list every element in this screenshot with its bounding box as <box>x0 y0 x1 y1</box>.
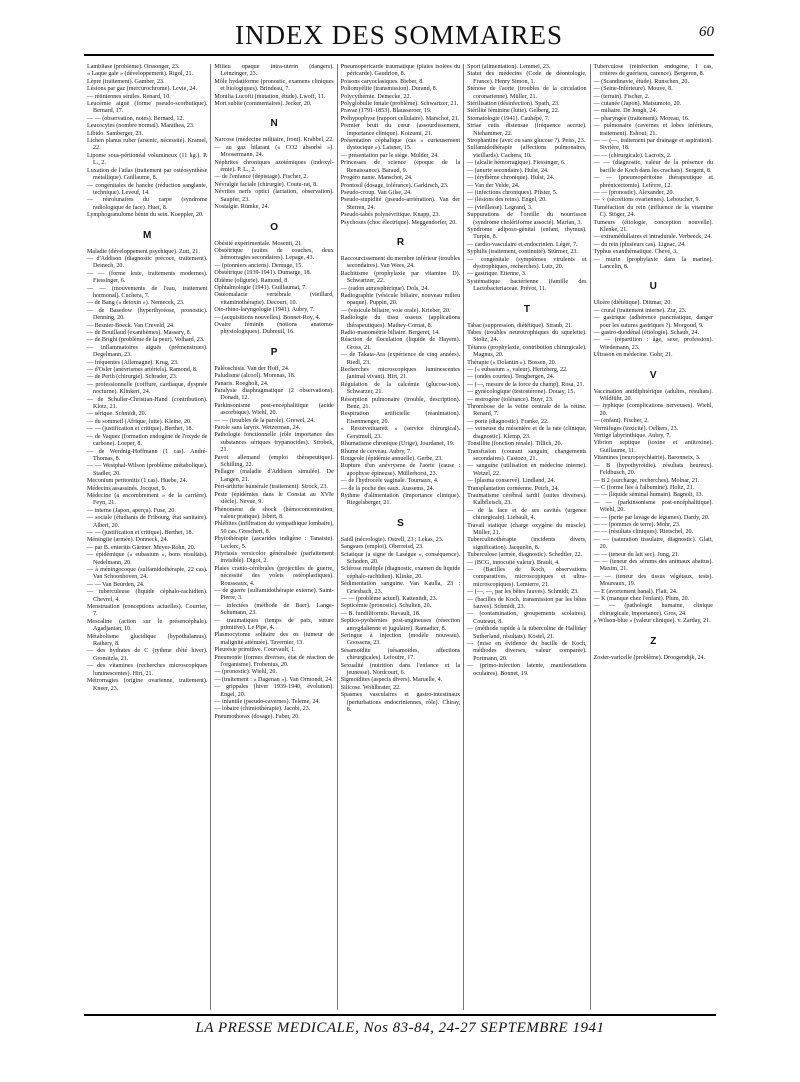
index-entry: Rythme d'alimentation (importance clinique). Riegelsberger, 21. <box>340 492 461 507</box>
index-entry: — — (pathologie humaine, clinique chirurgicale, importance). Gros, 24. <box>593 603 713 617</box>
index-entry: Métabolisme glucidique (hypothalamus). Rathery, 8. <box>87 633 208 648</box>
index-entry: Transplantation cornéenne. Petch, 24. <box>467 485 560 492</box>
index-entry: Thrombose de la veine centrale de la rétine. Renard, 7. <box>467 404 587 418</box>
index-entry: Paludisme (alcool). Morenas, 18. <box>214 373 296 380</box>
index-entry: Sténose de l'aorte (troubles de la circulation coronarienne). Müller, 21. <box>467 86 587 100</box>
index-entry: « Resorvetiuarett » (service chirurgical). Gerstmull, 23. <box>340 426 461 440</box>
index-entry: — de Werdnig-Hoffmann (1 cas). André-Thomas, 8. <box>87 448 208 462</box>
index-entry: — cardio-vasculaire et endocrinien. Léger, 7. <box>467 241 578 248</box>
index-entry: — — (mouvements de l'eau, traitement hormonal). Cuchera, 7. <box>87 285 208 299</box>
index-entry: Lymphogranulome bénin du sein. Koeppler, 20. <box>87 212 204 219</box>
index-entry: — des vitamines (recherches microscopiques luminescentes). Hirt, 21. <box>87 663 208 677</box>
index-entry: Résorption pulmonaire (trouble, description). Benz, 21. <box>340 396 461 411</box>
index-entry: — traumatiques (temps de paix, suture primitive). Le Pipe, 4. <box>214 617 334 631</box>
index-entry: Lambliase (problème). Orssonger, 23. <box>87 64 180 70</box>
index-entry: — grippales (hiver 1939-1940, évolution). Engel, 20. <box>214 684 334 698</box>
index-entry: — au gaz hilarant (« CO2 absorbé »). Moosermann, 24. <box>214 144 334 159</box>
index-entry: Œdème (oligurie). Ramond, 8. <box>214 277 289 284</box>
index-entry: — — (teneur des sérums des animaux abattus). Maxim, 21. <box>593 558 713 573</box>
index-entry: — de l'hydrocèle vaginale. Tournaux, 4. <box>340 478 439 485</box>
index-entry: — épidémique (« eubasium », bons résultats). Nedelmann, 20. <box>87 552 208 566</box>
index-entry: — pharyngée (traitement). Moreau, 16. <box>593 115 690 122</box>
index-entry: — tuberculeuse (liquide céphalo-rachidien). Chevrel, 4. <box>87 589 208 603</box>
index-entry: — (—, —, par les bêtes fauves). Schmidt, 23. <box>467 589 579 596</box>
index-entry: — — (perte par lavage de légumes). Dardy, 20. <box>593 514 710 521</box>
index-entry: Stérilisation (désinfection). Spath, 23. <box>467 101 560 108</box>
index-entry: — de l'enfance (dépistage). Fischer, 2. <box>214 174 308 181</box>
index-entry: — lobaire (chimiothérapie). Jacobi, 23. <box>214 706 311 713</box>
index-entry: Respiration artificielle (réanimation). Eisenmenger, 20. <box>340 411 461 425</box>
index-entry: — (méthode rapide à la tuberculine de Halliday Sutherland, résultats). Kostel, 21. <box>467 626 587 640</box>
page-header <box>84 14 714 56</box>
index-entry: — (primo-infection latente, manifestations oculaires). Bonnet, 19. <box>467 663 587 677</box>
index-entry: — (—, mesure de la force du champ). Rosa, 21. <box>467 381 585 388</box>
index-entry: Obstétrique (1939-1941). Dumarge, 18. <box>214 270 312 277</box>
index-entry: Sigmoïdites (aspects divers). Maruelle, 4. <box>340 677 443 684</box>
index-entry: — gynécologique (testostérone). Douay, 15. <box>467 389 575 396</box>
index-entry: — — (saturation tissulaire, diagnostic). Glatt, 20. <box>593 536 713 551</box>
index-entry: — professionnelle (coiffure, cardiaque, dyspnée nocturne). Klinkert, 24. <box>87 381 208 396</box>
index-entry: — B (hypothyroïdie). résultats heureux). Feldbusch, 20. <box>593 462 713 477</box>
index-entry: Tuberculose (réinfection endogène, I cas, critères de guérison, carence). Bergeron, 8. <box>593 64 713 78</box>
index-entry: Ulcère (diététique). Dittmar, 20. <box>593 300 672 307</box>
index-entry: Septico-pyohémies post-angineuses (résection amygdalienne et jugulaire). Ramadier, 8. <box>340 618 461 632</box>
index-entry: Médecins assassinés. Jocquet, 9. <box>87 485 167 492</box>
index-entry: Raccourcissement du membre inférieur (troubles secondaires). Van Wees, 24. <box>340 255 461 270</box>
index-entry: — crural (traitement interne). Zur, 23. <box>593 307 687 314</box>
index-entry: Tuberculinothérapie (incidents divers, signification). Jacquelin, 8. <box>467 537 587 551</box>
index-entry: Phlébites (infiltration du sympathique lombaire), 50 cas. Greschert, 8. <box>214 521 334 535</box>
index-entry: Tabes (troubles neurotrophiques du squelette). Stoltz, 24. <box>467 330 587 344</box>
index-entry: — d'Osler (anévrismes artériels). Ramond, 8. <box>87 367 198 374</box>
index-entry: Parkinsonisme post-encéphalitique (acide ascorbique). Wiehl, 20. <box>214 402 334 417</box>
index-entry: — congénitales de hanche (réduction sanglante, technique). Leveuf, 14. <box>87 182 208 196</box>
index-entry: Sexualité (nutrition dans l'enfance et la jeunesse). Nordcourt, 6. <box>340 662 461 677</box>
index-entry: — (bacilles de Koch, transmission par les bêtes fauves). Schmidt, 23. <box>467 596 587 611</box>
index-entry: Menstruation (conceptions actuelles). Courrier, 7. <box>87 604 208 618</box>
index-entry: — E (avortement banal). Flatt, 24. <box>593 588 678 595</box>
index-entry: — (lésions des reins). Engel, 20. <box>467 197 547 204</box>
page-footer <box>84 1014 716 1046</box>
index-entry: — (Bacilles de Koch, observations comparatives, microscopiques et ultra-microscopiques). Lemierre, 21. <box>467 567 587 588</box>
index-entry: — (alcalie hémorragique). Fiessinger, 6. <box>467 160 566 167</box>
index-entry: — sanguine (utilisation en médecine interne). Wetzel, 22. <box>467 463 587 477</box>
index-entry: Paléoschisis. Van der Hoff, 24. <box>214 365 290 372</box>
index-entry: — sérique. Schmidt, 20. <box>87 411 147 418</box>
index-entry: Vertige labyrinthique. Aubry, 7. <box>593 433 671 440</box>
index-entry: Radiographie (vésicule biliaire, nouveau milieu opaque). Puppin, 20. <box>340 292 461 307</box>
index-entry: Pneumothorax (dosage). Faber, 20. <box>214 713 300 720</box>
index-entry: — de la face et de ses cavités (urgence chirurgicale). Liebault, 4. <box>467 507 587 522</box>
index-entry: — gastro-duodénal (étiologie). Schaub, 24. <box>593 330 699 336</box>
index-entry: Présentation céphalique (cas « curieusement dystocique »). Laisner, 15. <box>340 138 461 152</box>
index-entry: — (plasma conservé). Lindland, 24. <box>467 478 555 485</box>
index-entry: Pathologie fonctionnelle (rôle importance des substances sériques trypanocides). Strobek, 21. <box>214 432 334 454</box>
index-entry: — — (observation, notes). Bernard, 12. <box>87 115 184 122</box>
index-entry: Travail statique (charge oxygène du muscle). Müller, 21. <box>467 522 587 536</box>
index-entry: Syphilis (traitement, continuité). Stürmer, 23. <box>467 249 578 256</box>
index-entry: — gastrique. Etienne, 3. <box>467 271 527 278</box>
index-entry: — (infections chroniques). Pfister, 5. <box>467 189 558 196</box>
index-entry: Polyglobulie fœtale (problème). Schwartzer, 21. <box>340 101 459 108</box>
index-entry: Syndrome adiposo-génital (enfant, thymus). Turpin, 8. <box>467 226 587 241</box>
section-letter: P <box>270 346 278 358</box>
section-letter: Z <box>650 635 657 647</box>
index-entry: Paralysie diaphragmatique (2 observations). Donadt, 12. <box>214 388 334 402</box>
index-entry: — infantile (pseudo-cavernes). Teleme, 24. <box>214 699 320 706</box>
index-entry: — interne (Japon, aperçu). Fuse, 20. <box>87 507 176 514</box>
index-entry: « Laque gale » (développement). Rigol, 21. <box>87 71 194 78</box>
index-entry: Névrites nerfs optici (lactation, observation). Saupfer, 23. <box>214 189 334 203</box>
index-entry: Stérilité féminine (lutte). Gelberg, 22. <box>467 108 560 115</box>
index-entry: Poliomyélite (transmission). Durand, 8. <box>340 86 438 93</box>
index-entry: Poisons caryoclasiques. Bieber, 8. <box>340 78 424 85</box>
index-entry: Seringue à injection (modèle nouveau). Goossens, 23. <box>340 633 461 647</box>
index-entry: — — (teneur du lait sec). Jung, 21. <box>593 551 680 558</box>
index-entry: — extramédullaires et intradurale. Verbeeck, 24. <box>593 234 712 241</box>
index-entry: — de Takata-Ara (expérience de cinq années). Riedl, 23. <box>340 352 461 366</box>
index-entry: Sport (alimentation). Lemmel, 23. <box>467 64 551 70</box>
index-entry: Oto-rhino-laryngologie (1941). Aubry, 7. <box>214 307 315 314</box>
index-entry: Leucocytes (nombre normal). Marathea, 23. <box>87 123 195 130</box>
index-entry: — — (pneumopéritoine thérapeutique et phrénicectomie). Lefèvre, 12. <box>593 175 713 189</box>
index-column <box>590 64 716 1010</box>
index-entry: Pellagre (maladie d'Addison simulée). De Langen, 21. <box>214 469 334 483</box>
index-entry: — (pionniers anciens). Demuge, 15. <box>214 262 303 269</box>
index-entry: — miliaire. De Jongh, 24. <box>593 108 658 115</box>
index-entry: — d'Addison (diagnostic précoce, traitement). Deinech, 20. <box>87 255 208 270</box>
index-entry: — du sommeil (Afrique, lutte). Kleine, 20. <box>87 418 192 425</box>
index-entry: Sulfamidothérapie (affections pulmonaires, vieillards). Cachera, 10. <box>467 145 587 159</box>
index-entry: Transfusion (courant sanguin, changements secondaires). Castozo, 21. <box>467 448 587 462</box>
index-entry: Princesses de science (époque de la Renaissance). Baraud, 9. <box>340 160 461 174</box>
index-entry: — (« eubasium », valeur). Hertzberg, 22. <box>467 367 568 374</box>
index-entry: Sangsues (emploi). Oberreisd, 23. <box>340 544 424 551</box>
index-entry: — — (problème actuel). Kattentidt, 23. <box>340 596 438 602</box>
index-entry: — — (parkinsonisme post-encéphalitique). Wiehl, 20. <box>593 499 713 514</box>
index-entry: Tumeurs (étiologie, conception nouvelle). Klenke, 21. <box>593 219 713 233</box>
index-column <box>463 64 589 1010</box>
index-entry: — Besnier-Boeck. Van Creveld, 24. <box>87 322 175 329</box>
index-entry: — — (troubles de la parole). Grewel, 24. <box>214 417 315 424</box>
index-entry: — K (manque chez l'enfant). Plum, 20. <box>593 596 690 602</box>
section-letter: U <box>649 281 657 293</box>
index-entry: — — (pommes de terre). Mohr, 23. <box>593 521 681 528</box>
index-entry: — rétrolunaires du carpe (syndrome radiologique de face). Huet, 8. <box>87 197 208 211</box>
index-entry: — pulmonaire (cavernes et lobes inférieurs, traitement). Eshout, 21. <box>593 123 713 137</box>
index-entry: Vibrion septique (toxine et antitoxine). Guillaume, 11. <box>593 440 713 454</box>
index-entry: Pityriasis versicolor généralisée (parfaitement invisible). Digot, 2. <box>214 550 334 565</box>
index-entry: Obstétrique (suites de couches, deux hémorragies secondaires). Lepage, 43. <box>214 247 334 262</box>
index-entry: « Wilson-blue » (valeur clinique). v. Zarday, 21. <box>593 618 711 625</box>
page-number: 60 <box>699 24 714 40</box>
index-entry: — — Westphal-Wilson (problème métabolique). Stadler, 20. <box>87 463 208 477</box>
index-entry: Narcose (médecine militaire, front). Krabbel, 22. <box>214 137 334 144</box>
index-entry: Lipome sous-péritonéal volumineux (11 kg.). P. L., 2. <box>87 152 208 167</box>
index-entry: — — (justification et critique). Berthet, 18. <box>87 529 194 536</box>
index-entry: Tuberculose (armée, diagnostic). Schedtler, 22. <box>467 552 583 559</box>
index-entry: Saidl (nécrologie). Ostrell, 23 ; Lekas, 23. <box>340 536 444 543</box>
index-entry: — — (justification et critique). Berthet, 18. <box>87 426 194 433</box>
section-letter: N <box>270 118 278 130</box>
index-entry: — de la poche des eaux. Aussems, 24. <box>340 485 435 492</box>
index-entry: — murin (prophylaxie dans la marine). Lancelin, 8. <box>593 256 713 270</box>
index-entry: — (terrain). Fischer, 2. <box>593 93 650 100</box>
index-entry: Polycythémie. Demecke, 22. <box>340 93 412 100</box>
index-entry: Luxation de l'atlas (traitement par ostéosynthèse métallique). Guillaume, 8. <box>87 167 208 182</box>
index-entry: Recherches microscopiques luminescentes (animal vivant). Hirt, 21. <box>340 367 461 381</box>
index-entry: Plasmocytome solitaire des os (tumeur de malignité atténuée). Tavernier, 13. <box>214 632 334 646</box>
index-entry: Pravaz (1791-1853). Blausseroer, 19. <box>340 108 432 115</box>
index-entry: Pseudo-stupidité (pseudo-arriération). Van der Sterren, 24. <box>340 197 461 211</box>
index-entry: Réaction de floculation (liquide de Hayem). Gross, 21. <box>340 337 461 351</box>
index-entry: Vermifuges (toxicité). Oelkers, 23. <box>593 425 679 432</box>
index-entry: Rupture d'un anévrysme de l'aorte (cause : apophyse épineuse). Müllerhorst, 23. <box>340 463 461 477</box>
index-entry: — porte (diagnostic). Franke, 22. <box>467 418 549 425</box>
index-entry: — (mise en évidence du bacille de Koch, méthodes diverses, valeur comparée). Portmann, 20. <box>467 641 587 662</box>
index-entry: — — (—, traitement par drainage et aspiration). Sivrière, 18. <box>593 138 713 152</box>
index-entry: Traumatisme cérébral tardif (suites diverses). Kalbfleisch, 23. <box>467 492 587 507</box>
index-entry: — (pronostic). Wiehl, 20. <box>214 669 277 676</box>
section-letter: M <box>143 229 152 241</box>
index-entry: Ultrason en médecine. Gohr, 21. <box>593 352 673 359</box>
index-entry: Spasmes vasculaires et gastro-intestinaux (perturbations endocriniennes, rôle). Chiray, 8. <box>340 692 461 714</box>
index-entry: Septicémie (pronostic). Schulten, 20. <box>340 603 432 610</box>
section-letter: O <box>270 221 278 233</box>
index-entry: Tabac (suppression, diététique). Straub, 21. <box>467 322 573 329</box>
index-entry: Lésions par gaz (mercurochrome). Levie, 24. <box>87 86 197 93</box>
index-entry: Sclérose multiple (diagnostic, examen du liquide céphalo-rachidien). Klinke, 20. <box>340 566 461 580</box>
index-entry: Typhus exanthématique. Chevé, 3. <box>593 249 678 256</box>
index-entry: Mort subite (commentaires). Jecker, 20. <box>214 101 312 108</box>
index-entry: — B 2 (surcharge, recherches). Molnar, 21. <box>593 477 700 484</box>
index-entry: — — (forme leste, traitements modernes). Fiessinger, 6. <box>87 270 208 285</box>
index-entry: Sédimentation sanguine. Van Kaulla, 23 ; Griesbach, 23. <box>340 581 461 595</box>
index-entry: — — (pronostic). Alexander, 20. <box>593 189 675 196</box>
index-entry: Pseudo-tabès polynévritique. Knapp, 23. <box>340 212 440 219</box>
index-entry: — gastrique (adhérence pancréatique, danger pour les sutures gastriques ?). Morgoud, 9. <box>593 315 713 329</box>
index-entry: — cutanée (Japon). Matsumoto, 20. <box>593 101 682 108</box>
index-entry: — — Van Beurden, 24. <box>87 581 145 588</box>
index-entry: Libido. Samberger, 23. <box>87 130 144 137</box>
journal-footer: LA PRESSE MEDICALE, Nos 83-84, 24-27 SEPTEMBRE 1941 <box>195 1020 605 1036</box>
index-entry: — présentation par le siège. Mulder, 24. <box>340 152 439 159</box>
index-entry: Néphrites chroniques azotémiques (indoxyl-émie). P. L., 2. <box>214 159 334 174</box>
index-entry: — inflammatoires aiguës (prémenstrues). Degelmann, 23. <box>87 344 208 359</box>
index-entry: — veineuse du mésentère et de la rate (clinique, diagnostic). Klemp, 23. <box>467 426 587 440</box>
index-entry: Rhumatisme chronique (Urige), Jourdanet, 19. <box>340 441 455 448</box>
index-entry: — congénitale (symptômes virulents et dystrophiques, recherches). Lutz, 20. <box>467 256 587 270</box>
index-entry: — des hydrates de C (rythme d'été hiver). Gromitzla, 21. <box>87 648 208 662</box>
index-entry: — de Schuller-Christian-Hand (contribution). Klotz, 21. <box>87 396 208 411</box>
index-entry: — (enfant). Fischer, 2. <box>593 418 649 425</box>
index-entry: — Van der Velde, 24. <box>467 182 520 189</box>
index-entry: Phytothérapie (ascarides indigène : Tanaisie). Leclerc, 5. <box>214 536 334 550</box>
index-entry: Régulation de la calcémie (glucose-ion). Schwarzer, 21. <box>340 381 461 396</box>
index-entry: Méningite (armée). Donneck, 24. <box>87 537 169 544</box>
index-entry: — œstrogène (tolérance). Buyr, 23. <box>467 396 554 403</box>
index-entry: — C (forme liée à l'albumine). Holtz, 21. <box>593 484 695 491</box>
index-entry: — de Bang (« detoxin »). Nemecek, 23. <box>87 300 185 307</box>
index-entry: — (anurie secondaire). Hulst, 24. <box>467 167 549 174</box>
index-entry: Métrorragies (origine ovarienne, traitement). Kneer, 23. <box>87 678 208 692</box>
index-entry: Tonsillite (fonction rénale). Tillich, 20. <box>467 441 563 448</box>
index-entry: — à méningocoque (sulfamidothérapie, 22 cas). Van Schoonhoven, 24. <box>87 567 208 581</box>
index-entry: Stomatologie (1941). Cauhépé, 7. <box>467 115 550 122</box>
index-entry: Progéro nanie. Manschot, 24. <box>340 175 413 182</box>
index-entry: Rachitisme (prophylaxie par vitamine D). Schwartzer, 22. <box>340 270 461 285</box>
index-entry: — — (résultats cliniques). Rietschel, 20. <box>593 529 694 536</box>
page-title: INDEX DES SOMMAIRES <box>234 20 564 50</box>
index-entry: Thérapie (« Dolantin »). Bossen, 20. <box>467 359 557 366</box>
index-entry: Psychoses (choc électrique). Meggendorfer, 20. <box>340 219 457 226</box>
index-entry: Radio-manométrie biliaire. Bergeret, 14. <box>340 330 440 336</box>
index-entry: — B. fundiliformis. Ravault, 18. <box>340 610 421 617</box>
index-entry: — (traitement : « Dagenan »). Van Ormondt, 24. <box>214 676 333 683</box>
index-entry: Préhypophyse (rapport cellulaire). Marschot, 21. <box>340 115 460 122</box>
index-entry: Statut des médecins (Code de déontologie, France). Henry Simon, 1. <box>467 71 587 85</box>
index-entry: Silicose. Wohlbrater, 22. <box>340 684 401 691</box>
index-entry: Ophtalmologie (1941). Guillaumat, 7. <box>214 284 307 291</box>
index-entry: — du rein (plusieurs cas). Lignac, 24. <box>593 241 686 248</box>
index-entry: Zoster-varicelle (problème). Droogendijk, 24. <box>593 654 706 661</box>
index-entry: Nostalgie. Rümke, 24. <box>214 204 270 211</box>
index-column <box>337 64 463 1010</box>
index-entry: Maladie (développement psychique). Zutt, 21. <box>87 248 200 255</box>
index-entry: — (radon atmosphérique). Dols, 24. <box>340 285 429 292</box>
index-entry: Môle hydatiforme (pronostic, examens cliniques et biologiques). Brindeau, 7. <box>214 78 334 93</box>
index-entry: — — (teneur des tissus végétaux, tests). Moureaux, 19. <box>593 573 713 588</box>
index-entry: Monilia Lucofii (mutation, étude). Lwoff, 11. <box>214 93 326 100</box>
index-entry: — — (répartition : âge, sexe, profession). Wiedemann, 23. <box>593 337 713 351</box>
index-entry: — — (liquide séminal humain). Bagnoli, 13. <box>593 492 704 499</box>
index-entry: — (acquisitions nouvelles). Bonnet-Roy, 4. <box>214 314 321 321</box>
index-columns <box>84 64 716 1010</box>
index-entry: Tétanos (prophylaxie, contribution chirurgicale). Magnus, 20. <box>467 344 587 359</box>
index-entry: Plaies cranio-cérébrales (projectiles de guerre, nécessité des volets ostéoplastiques). Rousseaux, 4. <box>214 565 334 587</box>
index-entry: Suppurations de l'oreille du nourrisson (syndrome cholériforme associé). Marfan, 3. <box>467 212 587 226</box>
index-entry: Médecine (a encombrement » de la carrière). Feyn, 21. <box>87 492 208 507</box>
index-entry: — fréquentes (Allemagne). Krug, 23. <box>87 359 179 366</box>
index-entry: — (érythème chronique). Hulst, 24. <box>467 175 555 182</box>
index-entry: — sociale (étudiants de Fribourg, état sanitaire). Albert, 20. <box>87 515 208 529</box>
index-entry: Ostéomalacie vertébrale (vieillard, vitaminothérapie). Decourt, 10. <box>214 292 334 306</box>
index-entry: — — (diagnostic, valeur de la présence du bacille de Koch dans les crachats). Sergent, 8. <box>593 160 713 174</box>
index-entry: Rougeole (épidémie annuelle). Gerbe, 23. <box>340 455 443 462</box>
index-entry: Strophantine (avec ou sans glucose ?). Peiss, 23. <box>467 138 586 145</box>
index-entry: Sésamoïdite (sésamoïdes, affections chirurgicales). Lefoutre, 17. <box>340 647 461 662</box>
index-entry: — typhique (complications nerveuses). Wiehl, 20. <box>593 403 713 417</box>
index-entry: Sciatique (a signe de Laségue », conséquence). Schoden, 20. <box>340 551 461 565</box>
section-letter: V <box>649 369 657 381</box>
index-entry: Prontosil (dosage, tolérance). Garkirsch, 23. <box>340 182 449 189</box>
index-entry: — de Basedow (hyperthyréose, pronostic). Denning, 20. <box>87 307 208 322</box>
index-entry: — de Perth (chirurgie). Schrader, 23. <box>87 374 178 381</box>
index-entry: Parole sans larynx. Wetzerman, 24. <box>214 425 301 432</box>
section-letter: T <box>523 303 530 315</box>
section-letter: R <box>396 236 405 248</box>
index-entry: Systématique bactérienne (famille des Lactobacteriaceae. Prévot, 11. <box>467 278 587 293</box>
index-entry: Premier bruit du cœur (assourdissement, importance clinique). Koizumi, 21. <box>340 123 461 137</box>
index-entry: Lèpre (traitement). Gamber, 23. <box>87 78 165 85</box>
index-entry: Pavot allemand (emploi thérapeutique). Schilling, 22. <box>214 454 334 469</box>
index-entry: Pseudo-croup. Van Gilse, 24. <box>340 189 412 196</box>
index-entry: — — (chirurgicale). Lacroix, 2. <box>593 152 672 159</box>
index-entry: — (vieillesse). Legrand, 3. <box>467 204 533 211</box>
index-entry: — de Bouillaud (exanthèmes). Massary, 8. <box>87 330 192 336</box>
index-entry: — (vésicule biliaire, voie orale). Krieber, 20. <box>340 307 451 314</box>
index-entry: Ovaire féminin (notions anatomo-physiologiques). Dubreuil, 16. <box>214 321 334 336</box>
index-entry: Striae cutis distensae (fréquence accrue). Niehammer, 22. <box>467 123 587 137</box>
section-letter: S <box>397 517 404 529</box>
index-entry: Vitamines (neuropsychiatrie). Baronneix, 3. <box>593 455 701 462</box>
index-entry: — (contamination, groupements scolaires). Couteaut, 8. <box>467 611 587 625</box>
index-entry: Radiologie du tissu osseux (applications thérapeutiques). Mathey-Cornat, 8. <box>340 315 461 329</box>
index-entry: Lichen planus ruber (arsenic, nécessité). Kramel, 22. <box>87 138 208 152</box>
index-entry: — (Scandinavie, étude). Runschen, 20. <box>593 78 690 85</box>
index-entry: Pneumonie (formes diverses, état de réaction de l'organisme). Frobenius, 20. <box>214 654 334 669</box>
index-entry: Milieu opaque intra-utérin (dangers). Leinzinger, 23. <box>214 64 334 78</box>
index-entry: — infectées (méthode de Baer). Lange-Schumann, 23. <box>214 602 334 617</box>
index-entry: — (ondes courtes). Tengbergen, 24. <box>467 374 555 381</box>
index-entry: — de Vaquez (formation endogène de l'oxyde de carbone). Loeper, 8. <box>87 433 208 448</box>
index-entry: — rétiniennes séniles. Renard, 10. <box>87 93 171 100</box>
index-column <box>210 64 336 1010</box>
index-entry: Mescaline (action sur le présencéphale). Agadjanian, 10. <box>87 618 208 633</box>
index-entry: — (Seine-Inférieure). Mouve, 8. <box>593 86 673 93</box>
index-entry: — de guerre (sulfamidothérapie externe). Saint-Pierre, 3. <box>214 587 334 602</box>
index-entry: Meconium peritonitis (1 cas). Huebe, 24. <box>87 478 188 485</box>
index-entry: Vaccination antidiphtérique (adultes, résultats). Wildführ, 20. <box>593 388 713 403</box>
index-entry: — de Bright (problème de la peur). Volhard, 23. <box>87 337 205 344</box>
index-entry: Obésité expérimentale. Mosenti, 21. <box>214 240 303 247</box>
index-entry: Névralgie faciale (chirurgie). Coutu-rat, 8. <box>214 181 318 188</box>
index-entry: Rhume de cerveau. Aubry, 7. <box>340 448 412 455</box>
index-entry: Phénomène de shock (hémoconcentration, valeur pratique). Isbert, 8. <box>214 506 334 520</box>
index-entry: — ♀ (sécrétions ovariennes). Leboucher, 9. <box>593 197 701 204</box>
index-entry: Tuméfaction du rein (influence de la vitamine C). Stöger, 24. <box>593 204 713 219</box>
index-column <box>84 64 210 1010</box>
index-entry: Pleurésie primitive. Courvault, 1. <box>214 647 296 654</box>
index-entry: Panaris. Roegholt, 24. <box>214 380 269 387</box>
index-entry: Leucémie aiguë (forme pseudo-scorbutique). Bernard, 17. <box>87 101 208 115</box>
index-entry: Pneumopéricarde traumatique (plaies isolées du péricarde). Gaudrion, 8. <box>340 64 461 78</box>
index-entry: — (BCG, innocuité valeur). Brault, 4. <box>467 559 560 566</box>
index-entry: Péri-arthrite humérale (traitement). Strock, 23. <box>214 484 328 491</box>
index-entry: — par B. enteritis Gärtner. Meyer-Rohn, 20. <box>87 544 196 551</box>
index-entry: Peste (épidémies dans le Constat au XVIe siècle). Nevue, 9. <box>214 491 334 506</box>
